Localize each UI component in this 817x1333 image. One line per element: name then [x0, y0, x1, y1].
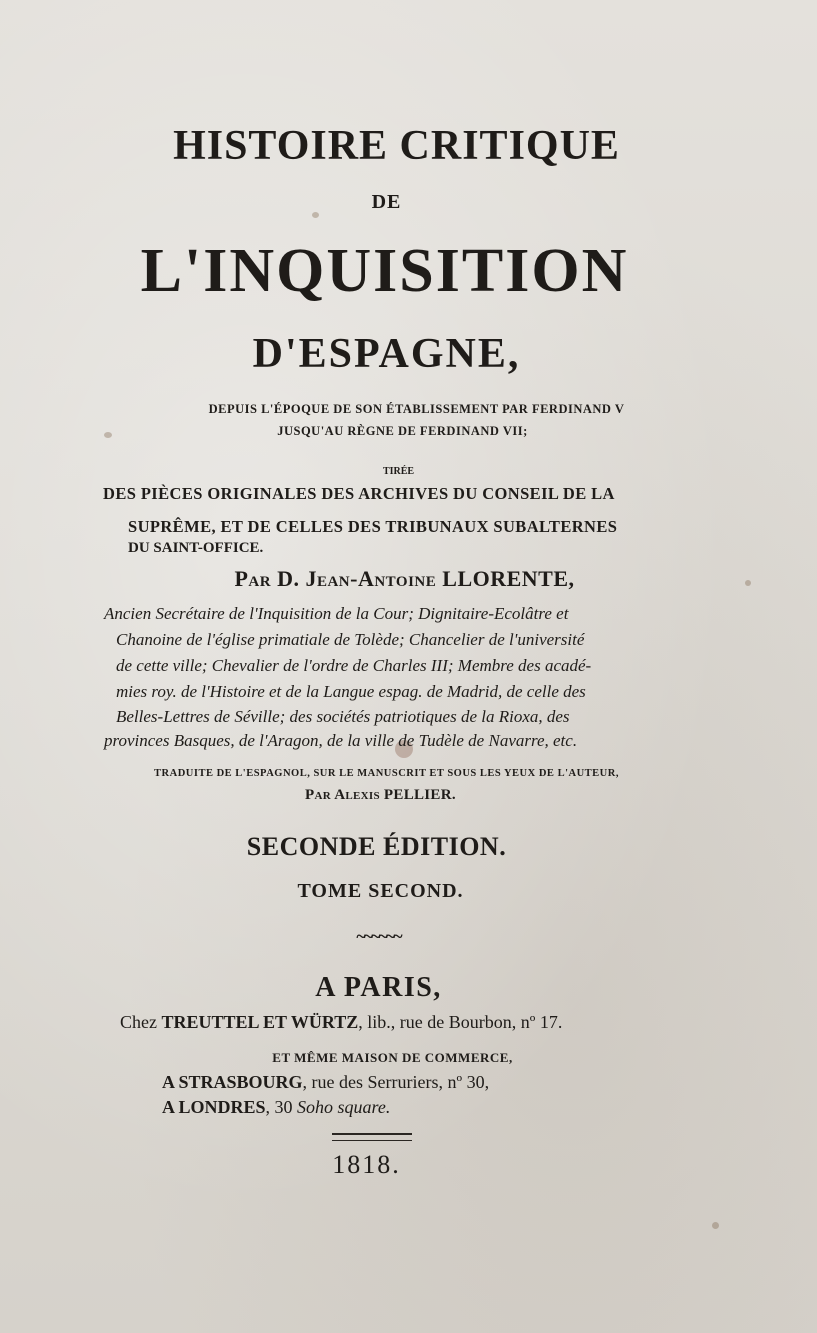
source-line-2: SUPRÊME, ET DE CELLES DES TRIBUNAUX SUBALTERNES	[128, 517, 618, 536]
translator-name: PELLIER.	[383, 787, 456, 803]
credential-line: Belles-Lettres de Séville; des sociétés patriotiques de la Rioxa, des	[116, 707, 570, 726]
title-line-1: HISTOIRE CRITIQUE	[173, 123, 620, 169]
imprint-city: A PARIS,	[315, 972, 442, 1003]
credential-line: de cette ville; Chevalier de l'ordre de Charles III; Membre des acadé-	[116, 656, 592, 675]
author-line	[0, 566, 813, 592]
house-line: ET MÊME MAISON DE COMMERCE,	[272, 1050, 513, 1065]
london-number: , 30	[265, 1097, 298, 1117]
author-name: LLORENTE,	[442, 566, 575, 591]
source-line-1: DES PIÈCES ORIGINALES DES ARCHIVES DU CONSEIL DE LA	[103, 484, 615, 503]
publisher-line	[120, 1012, 562, 1033]
london-address: Soho square.	[297, 1097, 391, 1117]
ornament-divider: ~~~~~~	[356, 926, 401, 946]
credential-line: Ancien Secrétaire de l'Inquisition de la Cour; Dignitaire-Ecolâtre et	[104, 604, 569, 623]
author-prefix: Par D. Jean-Antoine	[234, 566, 443, 591]
source-line-3: DU SAINT-OFFICE.	[128, 540, 264, 556]
credential-line: mies roy. de l'Histoire et de la Langue espag. de Madrid, de celle des	[116, 682, 586, 701]
london-city: A LONDRES	[162, 1097, 266, 1117]
foxing-spot	[712, 1222, 719, 1229]
strasbourg-line	[162, 1072, 489, 1093]
london-line	[162, 1097, 390, 1118]
strasbourg-city: A STRASBOURG	[162, 1072, 303, 1092]
divider-rule	[332, 1133, 412, 1141]
publisher-prefix: Chez	[120, 1012, 162, 1032]
strasbourg-address: , rue des Serruriers, nº 30,	[302, 1072, 490, 1092]
credential-line: Chanoine de l'église primatiale de Tolède; Chancelier de l'université	[116, 630, 585, 649]
publication-year: 1818.	[332, 1150, 401, 1179]
subtitle-line-1: DEPUIS L'ÉPOQUE DE SON ÉTABLISSEMENT PAR FERDINAND V	[208, 402, 625, 416]
subtitle-line-2: JUSQU'AU RÈGNE DE FERDINAND VII;	[277, 424, 528, 438]
translator-prefix: Par Alexis	[305, 787, 384, 803]
publisher-name: TREUTTEL ET WÜRTZ	[161, 1012, 359, 1032]
tiree-label: TIRÉE	[382, 466, 415, 477]
edition-label: SECONDE ÉDITION.	[246, 832, 507, 861]
credential-line: provinces Basques, de l'Aragon, de la ville de Tudèle de Navarre, etc.	[104, 731, 578, 750]
translation-line: TRADUITE DE L'ESPAGNOL, SUR LE MANUSCRIT ET SOUS LES YEUX DE L'AUTEUR,	[154, 768, 619, 779]
volume-label: TOME SECOND.	[297, 880, 464, 902]
title-line-2: DE	[371, 191, 402, 213]
title-line-4: D'ESPAGNE,	[252, 331, 521, 377]
publisher-address: , lib., rue de Bourbon, nº 17.	[358, 1012, 563, 1032]
title-line-3: L'INQUISITION	[140, 237, 629, 305]
translator-line	[0, 787, 789, 804]
